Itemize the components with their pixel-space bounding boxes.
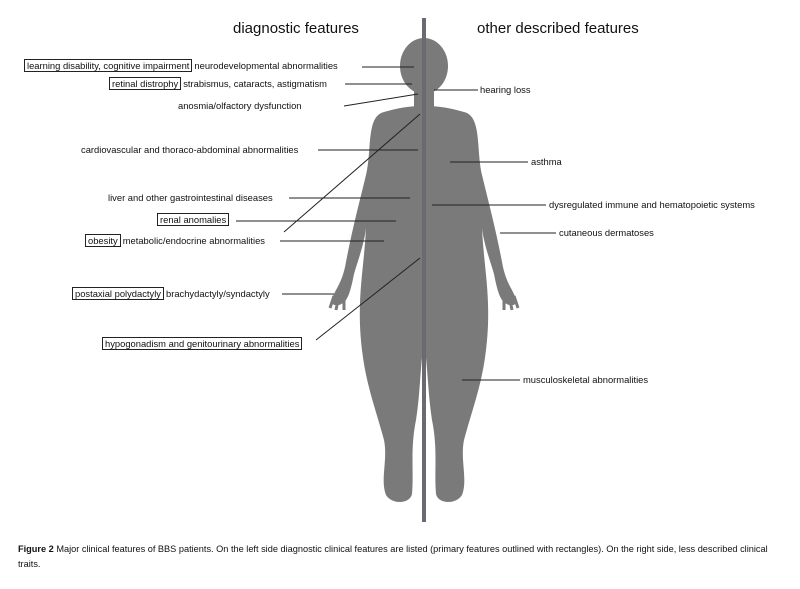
label-immune: dysregulated immune and hematopoietic systems xyxy=(549,199,755,210)
text-brachydactyly: brachydactyly/syndactyly xyxy=(165,288,270,299)
boxed-hypogonadism: hypogonadism and genitourinary abnormalities xyxy=(102,337,302,350)
boxed-obesity: obesity xyxy=(85,234,121,247)
boxed-learning-disability: learning disability, cognitive impairment xyxy=(24,59,192,72)
label-hearing-loss: hearing loss xyxy=(480,84,531,95)
label-musculoskeletal: musculoskeletal abnormalities xyxy=(523,374,649,385)
leader-anosmia xyxy=(344,94,418,106)
label-polydactyly xyxy=(72,288,270,300)
text-metabolic: metabolic/endocrine abnormalities xyxy=(122,235,265,246)
label-liver xyxy=(108,192,273,204)
caption-text: Major clinical features of BBS patients. On the left side diagnostic clinical features are listed (primary features outlined with rectangles). On the right side, less described clinical traits. xyxy=(18,544,768,569)
text-anosmia: anosmia/olfactory dysfunction xyxy=(178,100,302,111)
text-liver: liver and other gastrointestinal diseases xyxy=(108,192,273,203)
text-cardiovascular: cardiovascular and thoraco-abdominal abnormalities xyxy=(81,144,299,155)
label-obesity xyxy=(85,235,265,247)
header-diagnostic: diagnostic features xyxy=(233,20,359,37)
text-strabismus: strabismus, cataracts, astigmatism xyxy=(183,78,327,89)
label-anosmia xyxy=(178,100,302,112)
boxed-renal-anomalies: renal anomalies xyxy=(157,213,229,226)
text-neurodevelopmental: neurodevelopmental abnormalities xyxy=(194,60,338,71)
label-retinal xyxy=(109,78,327,90)
label-cutaneous: cutaneous dermatoses xyxy=(559,227,654,238)
label-hypogonadism xyxy=(102,338,304,350)
boxed-retinal-distrophy: retinal distrophy xyxy=(109,77,181,90)
label-cardiovascular xyxy=(81,144,298,156)
label-neurodevelopmental xyxy=(24,60,338,72)
boxed-postaxial-polydactyly: postaxial polydactyly xyxy=(72,287,164,300)
figure-caption xyxy=(18,542,784,572)
caption-label: Figure 2 xyxy=(18,544,54,554)
label-renal xyxy=(157,214,231,226)
label-asthma: asthma xyxy=(531,156,562,167)
header-other: other described features xyxy=(477,20,639,37)
